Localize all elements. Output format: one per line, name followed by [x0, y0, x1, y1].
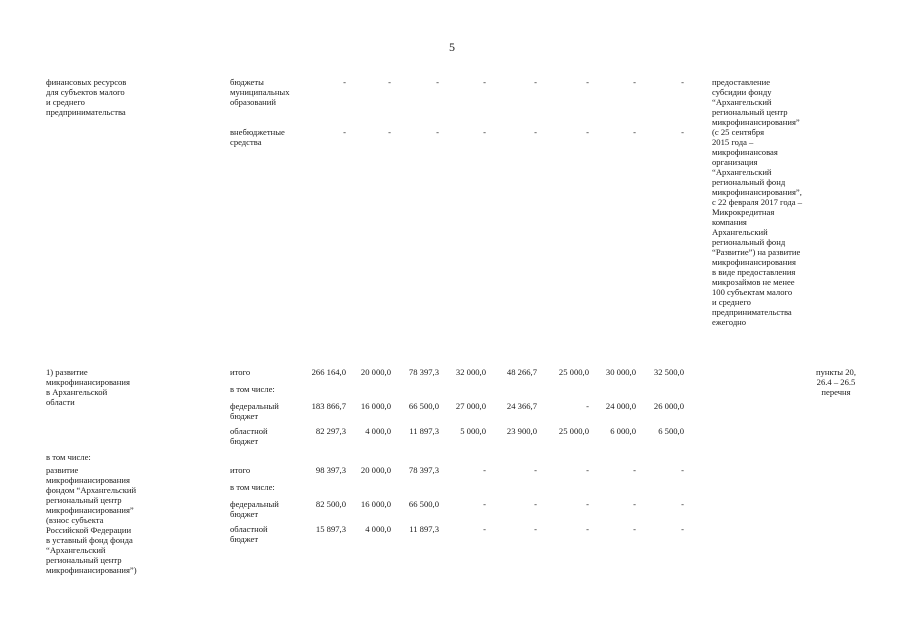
block2-source-line: федеральный	[230, 401, 279, 411]
block1-source-line: образований	[230, 97, 276, 107]
block1-result-line: “Развитие”) на развитие	[712, 247, 801, 257]
block3-source-line: бюджет	[230, 509, 259, 519]
block1-result-line: микрофинансирования”,	[712, 187, 802, 197]
block2-value-cell: 6 500,0	[658, 426, 684, 436]
block1-result-line: микрозаймов не менее	[712, 277, 795, 287]
page-number: 5	[449, 40, 455, 54]
block1-result-line: компания	[712, 217, 747, 227]
block3-label-line: микрофинансирования”)	[46, 565, 137, 575]
block3-value-cell: 4 000,0	[365, 524, 391, 534]
block1-value-cell: -	[343, 77, 346, 87]
block3-value-cell: -	[586, 499, 589, 509]
block1-result-line: с 22 февраля 2017 года –	[712, 197, 803, 207]
block1-result-line: в виде предоставления	[712, 267, 796, 277]
block1-result-line: региональный фонд	[712, 177, 786, 187]
block3-value-cell: -	[586, 524, 589, 534]
block1-label-line: финансовых ресурсов	[46, 77, 127, 87]
block3-value-cell: -	[633, 465, 636, 475]
block2-source-line: областной	[230, 426, 268, 436]
block1-result-line: 2015 года –	[712, 137, 754, 147]
block3-label-line: микрофинансирования”	[46, 505, 134, 515]
block1-source-line: муниципальных	[230, 87, 290, 97]
block2-value-cell: 4 000,0	[365, 426, 391, 436]
block2-value-cell: 5 000,0	[460, 426, 486, 436]
block1-value-cell: -	[388, 77, 391, 87]
block2-value-cell: 24 366,7	[506, 401, 537, 411]
block2-value-cell: 78 397,3	[408, 367, 439, 377]
block3-value-cell: 98 397,3	[315, 465, 346, 475]
block3-source-line: бюджет	[230, 534, 259, 544]
block2-value-cell: 27 000,0	[455, 401, 486, 411]
block1-label-line: и среднего	[46, 97, 85, 107]
block1-result-line: Архангельский	[712, 227, 768, 237]
block1-value-cell: -	[633, 77, 636, 87]
block3-label-line: “Архангельский	[46, 545, 106, 555]
block1-value-cell: -	[633, 127, 636, 137]
block1-result-line: “Архангельский	[712, 167, 772, 177]
block2-label-line: микрофинансирования	[46, 377, 130, 387]
block3-value-cell: -	[633, 499, 636, 509]
block2-source-line: в том числе:	[230, 384, 275, 394]
block2-source-line: итого	[230, 367, 251, 377]
block1-value-cell: -	[681, 77, 684, 87]
block2-value-cell: 24 000,0	[605, 401, 636, 411]
block3-source-line: федеральный	[230, 499, 279, 509]
block2-value-cell: 266 164,0	[311, 367, 346, 377]
block3-source-line: областной	[230, 524, 268, 534]
block1-result-line: предоставление	[712, 77, 771, 87]
block3-value-cell: -	[681, 499, 684, 509]
block3-value-cell: 11 897,3	[409, 524, 439, 534]
block3-value-cell: -	[483, 524, 486, 534]
block3-label-line: региональный центр	[46, 555, 122, 565]
block1-value-cell: -	[483, 127, 486, 137]
block2-value-cell: 32 500,0	[653, 367, 684, 377]
block1-value-cell: -	[343, 127, 346, 137]
block2-source-line: бюджет	[230, 411, 259, 421]
block2-source-line: бюджет	[230, 436, 259, 446]
block1-value-cell: -	[436, 127, 439, 137]
block2-value-cell: 183 866,7	[311, 401, 346, 411]
block1-result-line: 100 субъектам малого	[712, 287, 793, 297]
block1-result-line: и среднего	[712, 297, 751, 307]
block1-value-cell: -	[388, 127, 391, 137]
block2-label-line: 1) развитие	[46, 367, 88, 377]
block1-result-line: организация	[712, 157, 758, 167]
block2-value-cell: 48 266,7	[506, 367, 537, 377]
block1-result-line: предпринимательства	[712, 307, 792, 317]
block2-value-cell: 25 000,0	[558, 367, 589, 377]
block2-value-cell: 23 900,0	[506, 426, 537, 436]
block1-result-line: микрофинансирования”	[712, 117, 800, 127]
block1-result-line: Микрокредитная	[712, 207, 775, 217]
block3-value-cell: -	[586, 465, 589, 475]
block2-reference-line: перечня	[821, 387, 851, 397]
block1-result-line: (с 25 сентября	[712, 127, 765, 137]
block2-value-cell: 26 000,0	[653, 401, 684, 411]
block1-result-line: микрофинансирования	[712, 257, 796, 267]
block3-label-line: (взнос субъекта	[46, 515, 104, 525]
block1-result-line: региональный фонд	[712, 237, 786, 247]
block3-value-cell: -	[681, 524, 684, 534]
block1-source-line: бюджеты	[230, 77, 264, 87]
block1-value-cell: -	[586, 127, 589, 137]
block1-value-cell: -	[436, 77, 439, 87]
block2-label-line: области	[46, 397, 75, 407]
block2-value-cell: 6 000,0	[610, 426, 636, 436]
block1-result-line: “Архангельский	[712, 97, 772, 107]
block2-label-line: в Архангельской	[46, 387, 108, 397]
block2-value-cell: 30 000,0	[605, 367, 636, 377]
block3-value-cell: 66 500,0	[408, 499, 439, 509]
block3-value-cell: -	[534, 499, 537, 509]
block1-label-line: для субъектов малого	[46, 87, 125, 97]
block3-value-cell: -	[483, 465, 486, 475]
block1-result-line: региональный центр	[712, 107, 788, 117]
block1-value-cell: -	[586, 77, 589, 87]
block2-value-cell: 20 000,0	[360, 367, 391, 377]
block3-source-line: в том числе:	[230, 482, 275, 492]
block1-source-line: внебюджетные	[230, 127, 285, 137]
block3-source-line: итого	[230, 465, 251, 475]
block3-value-cell: -	[534, 524, 537, 534]
block3-value-cell: 78 397,3	[408, 465, 439, 475]
block2-including-label: в том числе:	[46, 452, 91, 462]
block2-value-cell: 11 897,3	[409, 426, 439, 436]
block1-result-line: субсидии фонду	[712, 87, 772, 97]
block3-label-line: развитие	[46, 465, 79, 475]
block1-result-line: ежегодно	[712, 317, 747, 327]
block3-value-cell: -	[534, 465, 537, 475]
block2-value-cell: 32 000,0	[455, 367, 486, 377]
block2-value-cell: 66 500,0	[408, 401, 439, 411]
block1-result-line: микрофинансовая	[712, 147, 778, 157]
block1-value-cell: -	[534, 127, 537, 137]
block3-value-cell: 82 500,0	[315, 499, 346, 509]
block3-label-line: микрофинансирования	[46, 475, 130, 485]
block3-value-cell: -	[633, 524, 636, 534]
block2-reference-line: 26.4 – 26.5	[816, 377, 856, 387]
block2-reference-line: пункты 20,	[816, 367, 856, 377]
block1-value-cell: -	[534, 77, 537, 87]
block1-label-line: предпринимательства	[46, 107, 126, 117]
block3-label-line: в уставный фонд фонда	[46, 535, 133, 545]
block1-value-cell: -	[681, 127, 684, 137]
block2-value-cell: 25 000,0	[558, 426, 589, 436]
block2-value-cell: 16 000,0	[360, 401, 391, 411]
block3-value-cell: -	[483, 499, 486, 509]
block3-label-line: Российской Федерации	[46, 525, 132, 535]
block1-source-line: средства	[230, 137, 262, 147]
block3-value-cell: -	[681, 465, 684, 475]
block3-label-line: региональный центр	[46, 495, 122, 505]
block2-value-cell: 82 297,3	[315, 426, 346, 436]
block3-label-line: фондом “Архангельский	[46, 485, 137, 495]
block3-value-cell: 16 000,0	[360, 499, 391, 509]
block3-value-cell: 15 897,3	[315, 524, 346, 534]
block3-value-cell: 20 000,0	[360, 465, 391, 475]
block1-value-cell: -	[483, 77, 486, 87]
block2-value-cell: -	[586, 401, 589, 411]
